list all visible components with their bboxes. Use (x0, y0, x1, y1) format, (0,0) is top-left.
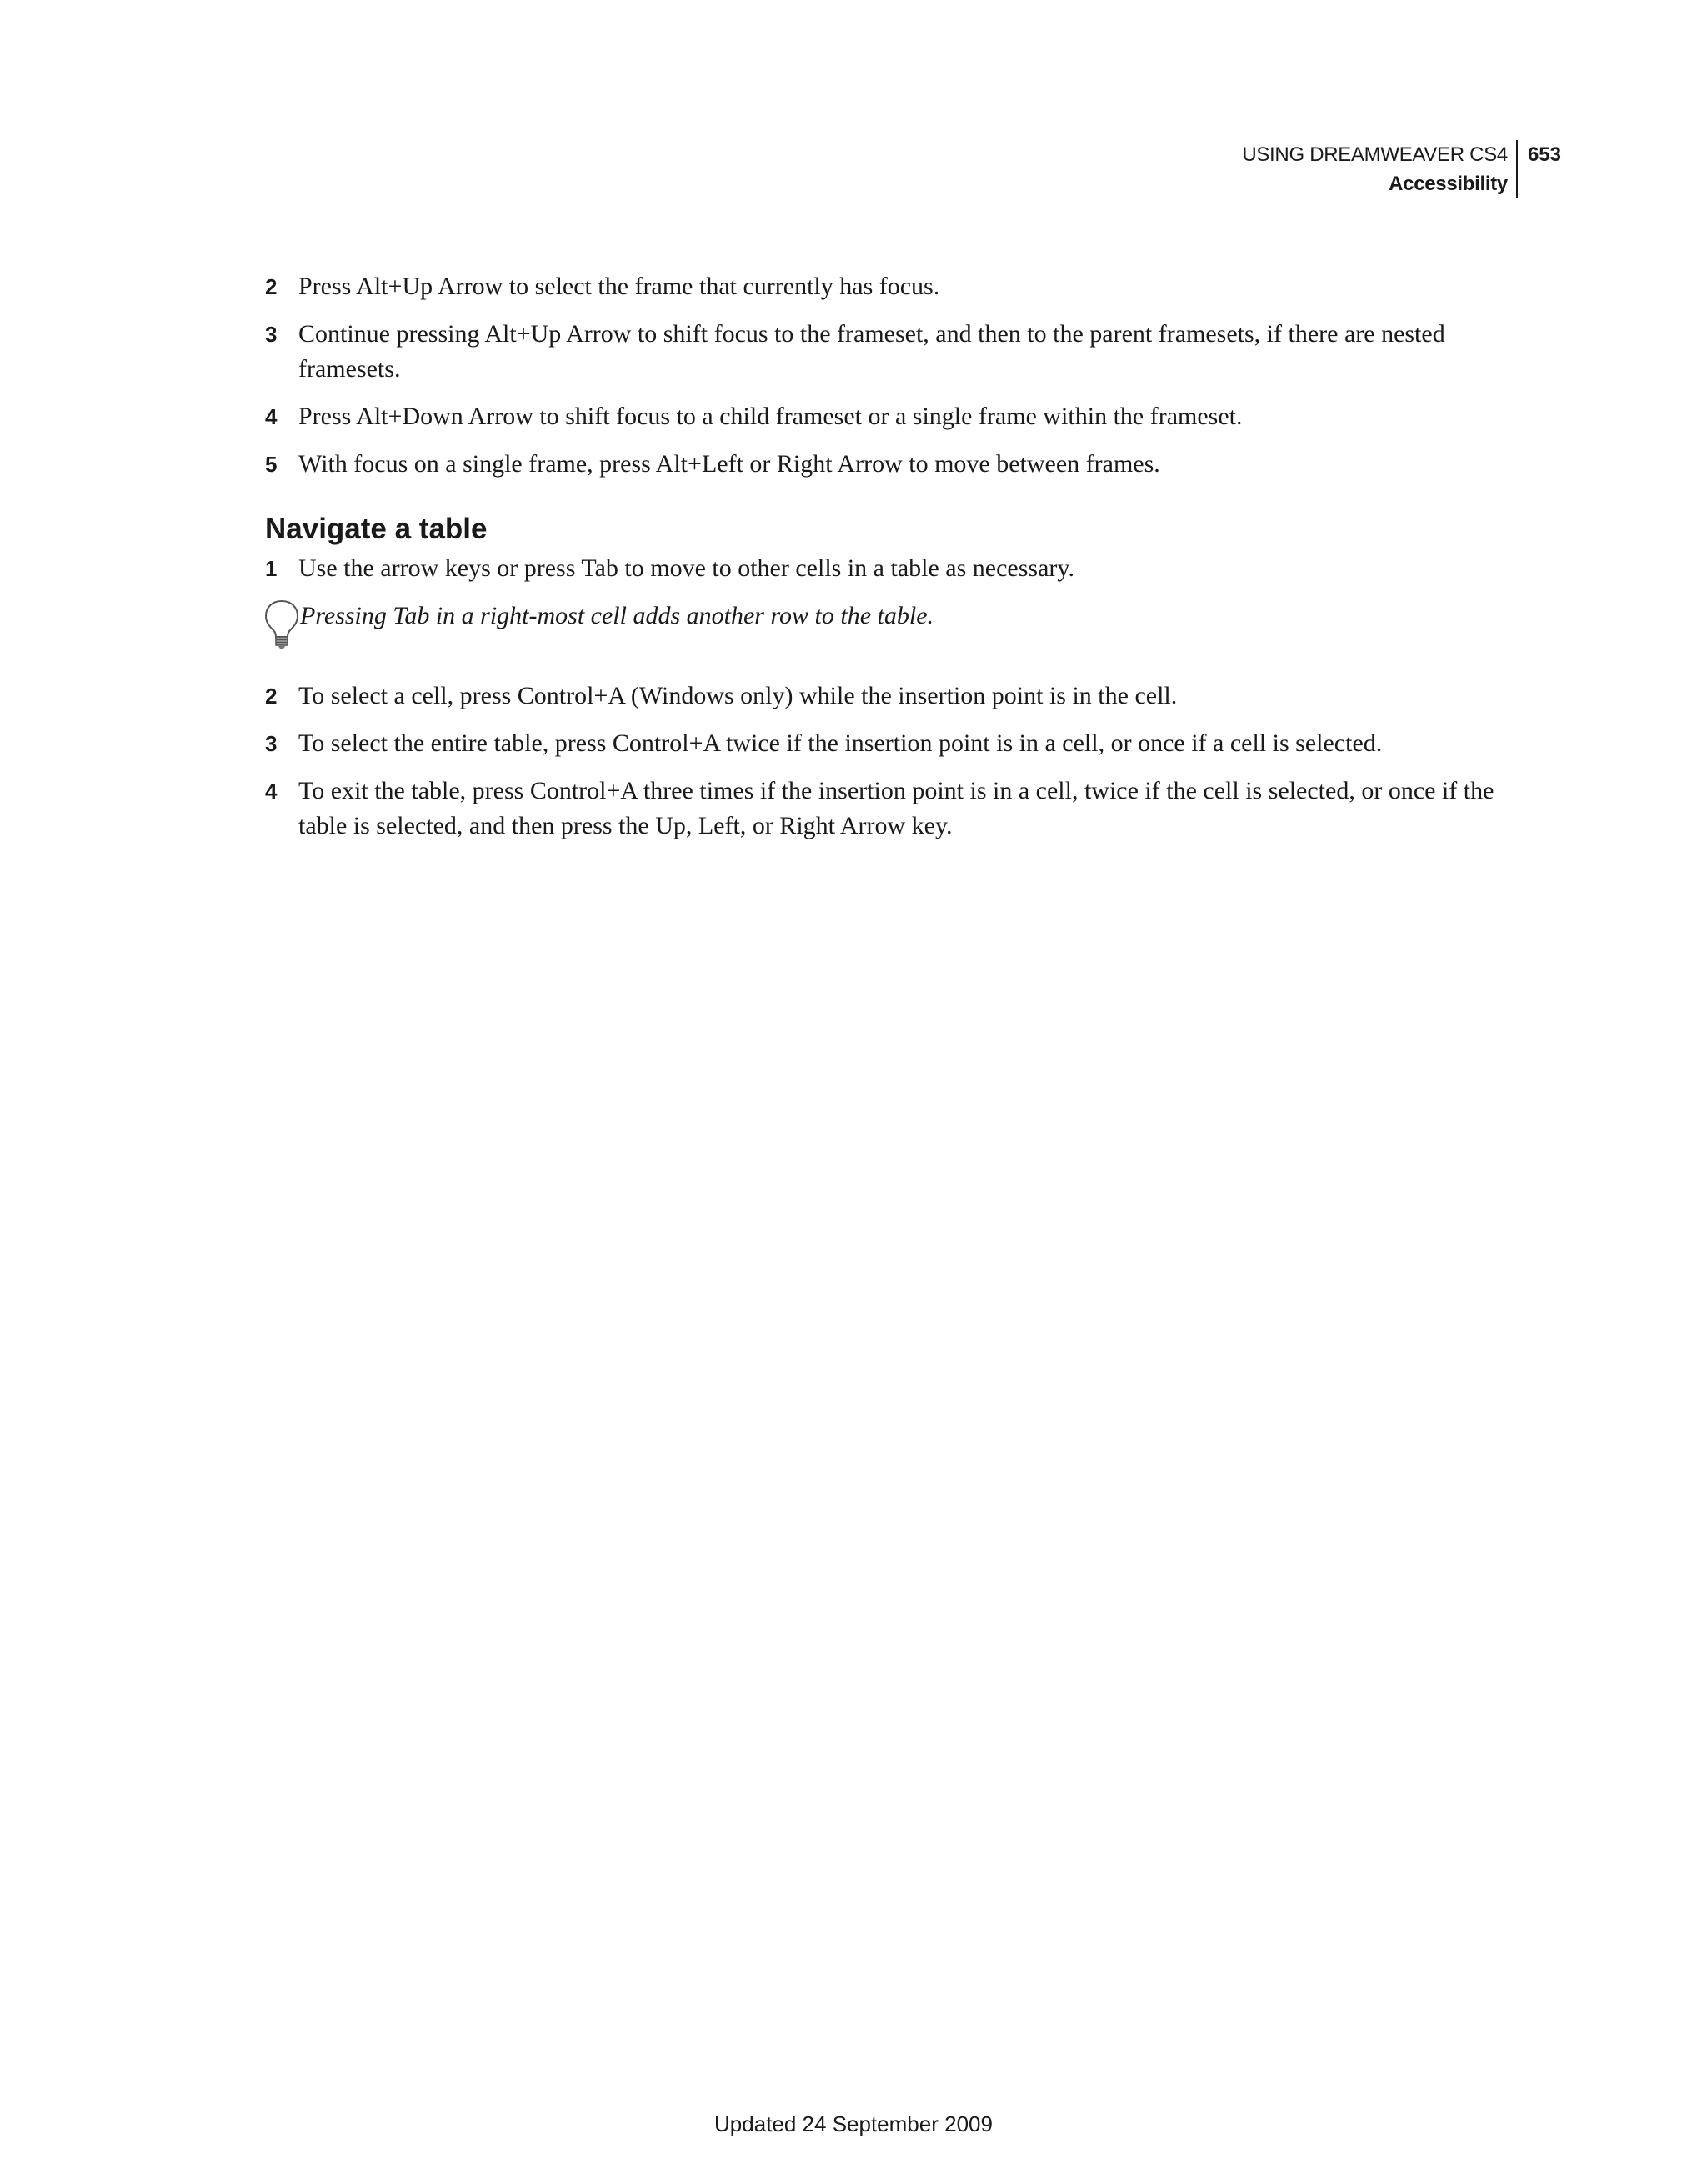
step-text: Press Alt+Up Arrow to select the frame that currently has focus. (298, 273, 940, 300)
step-number: 1 (265, 556, 278, 581)
tip-text: Pressing Tab in a right-most cell adds another row to the table. (300, 602, 934, 629)
step-number: 3 (265, 731, 278, 756)
step-number: 3 (265, 322, 278, 347)
step-text: Press Alt+Down Arrow to shift focus to a child frameset or a single frame within the frameset. (298, 403, 1243, 430)
step-number: 4 (265, 404, 278, 429)
section-heading: Navigate a table (265, 513, 488, 545)
header-titles (1242, 140, 1518, 198)
section-title: Accessibility (1389, 173, 1508, 195)
step-text: To select the entire table, press Control+A twice if the insertion point is in a cell, or once if a cell is selected. (298, 729, 1383, 757)
step-number: 2 (265, 274, 278, 299)
step-text: Use the arrow keys or press Tab to move to other cells in a table as necessary. (298, 554, 1074, 582)
step-number: 2 (265, 684, 278, 709)
step-number: 5 (265, 452, 278, 477)
page-footer: Updated 24 September 2009 (714, 2111, 993, 2136)
list-item (265, 317, 1515, 387)
list-item (265, 551, 1515, 586)
tip-note (265, 599, 1515, 650)
step-text: To exit the table, press Control+A three times if the insertion point is in a cell, twice if the cell is selected, or once if the table is selected, and then press the Up, Left, or Right Arrow key. (298, 777, 1494, 839)
step-text: Continue pressing Alt+Up Arrow to shift focus to the frameset, and then to the parent framesets, if there are nested framesets. (298, 320, 1445, 383)
steps-table-list (265, 551, 1515, 844)
list-item (265, 774, 1515, 844)
list-item (265, 447, 1515, 482)
book-title: USING DREAMWEAVER CS4 (1242, 143, 1508, 166)
list-item (265, 269, 1515, 304)
step-text: To select a cell, press Control+A (Windows only) while the insertion point is in the cell. (298, 682, 1178, 709)
page-content (265, 269, 1515, 856)
step-text: With focus on a single frame, press Alt+Left or Right Arrow to move between frames. (298, 450, 1160, 478)
page-number: 653 (1527, 143, 1561, 166)
list-item (265, 726, 1515, 761)
step-number: 4 (265, 779, 278, 804)
lightbulb-icon (263, 599, 300, 650)
list-item (265, 679, 1515, 714)
list-item (265, 399, 1515, 434)
running-header (1242, 140, 1561, 198)
steps-frames-list (265, 269, 1515, 482)
